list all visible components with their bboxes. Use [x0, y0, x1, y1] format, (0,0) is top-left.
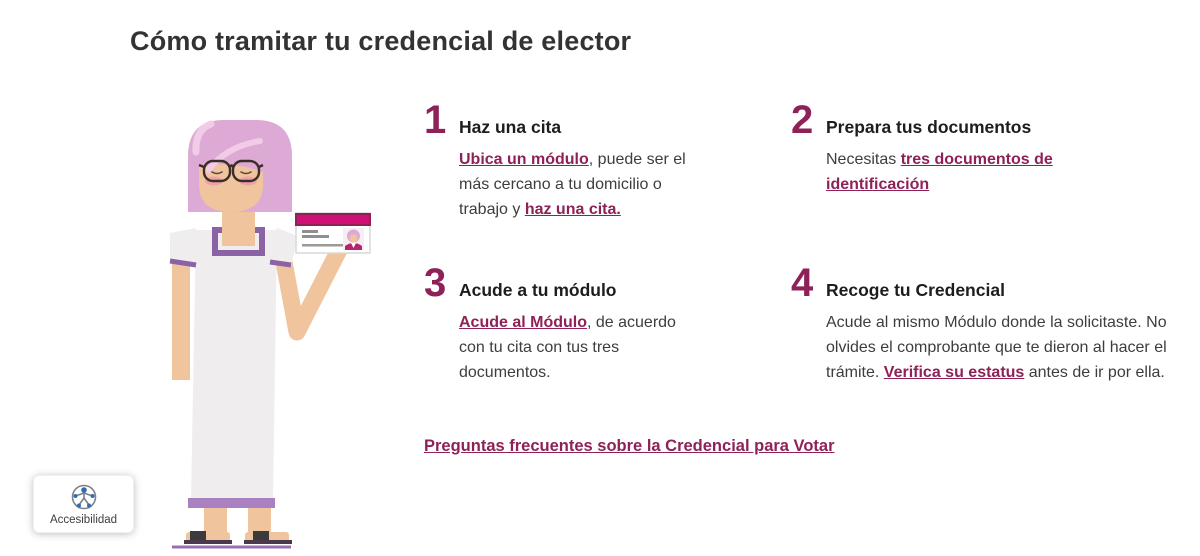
step-number: 4: [791, 261, 814, 305]
right-arm: [284, 250, 339, 332]
step-body: [459, 147, 696, 222]
inline-link[interactable]: Ubica un módulo: [459, 151, 589, 168]
step-body: [459, 310, 696, 385]
step-title: Recoge tu Credencial: [826, 280, 1005, 300]
text-segment: Necesitas: [826, 151, 901, 168]
accessibility-icon: [69, 482, 99, 512]
step-4: [791, 263, 1168, 385]
inline-link[interactable]: haz una cita.: [524, 201, 621, 219]
accessibility-button[interactable]: [33, 475, 134, 533]
text-segment: antes de ir por ella.: [1024, 364, 1165, 382]
inline-link[interactable]: Verifica su estatus: [883, 364, 1025, 382]
step-1: [424, 100, 696, 222]
step-3: [424, 263, 696, 385]
page-title: Cómo tramitar tu credencial de elector: [130, 26, 632, 56]
inline-link[interactable]: tres documentos de identificación: [826, 151, 1053, 194]
text-segment: , de acuerdo con tu cita con tus tres documentos.: [459, 314, 676, 382]
step-title: Acude a tu módulo: [459, 280, 617, 300]
legs-and-sandals: [184, 504, 292, 544]
inline-link[interactable]: Acude al Módulo: [459, 314, 587, 331]
step-2: [791, 100, 1078, 197]
step-number: 2: [791, 98, 814, 142]
faq-link[interactable]: Preguntas frecuentes sobre la Credencial para Votar: [424, 437, 835, 455]
step-title: Prepara tus documentos: [826, 117, 1032, 137]
step-number: 3: [424, 261, 447, 305]
credential-card: [296, 213, 370, 253]
step-body: [826, 147, 1078, 197]
accessibility-label: Accesibilidad: [49, 514, 118, 526]
step-title: Haz una cita: [459, 117, 562, 137]
left-arm: [172, 256, 190, 380]
step-body: [826, 310, 1168, 385]
text-segment: Acude al mismo Módulo donde la solicitaste. No olvides el comprobante que te dieron al hacer el trámite.: [826, 314, 1167, 382]
dress: [191, 230, 277, 500]
dress-hem: [188, 498, 275, 508]
woman-illustration: [140, 112, 400, 556]
text-segment: , puede ser el más cercano a tu domicilio o trabajo y: [459, 151, 686, 219]
step-number: 1: [424, 98, 447, 142]
